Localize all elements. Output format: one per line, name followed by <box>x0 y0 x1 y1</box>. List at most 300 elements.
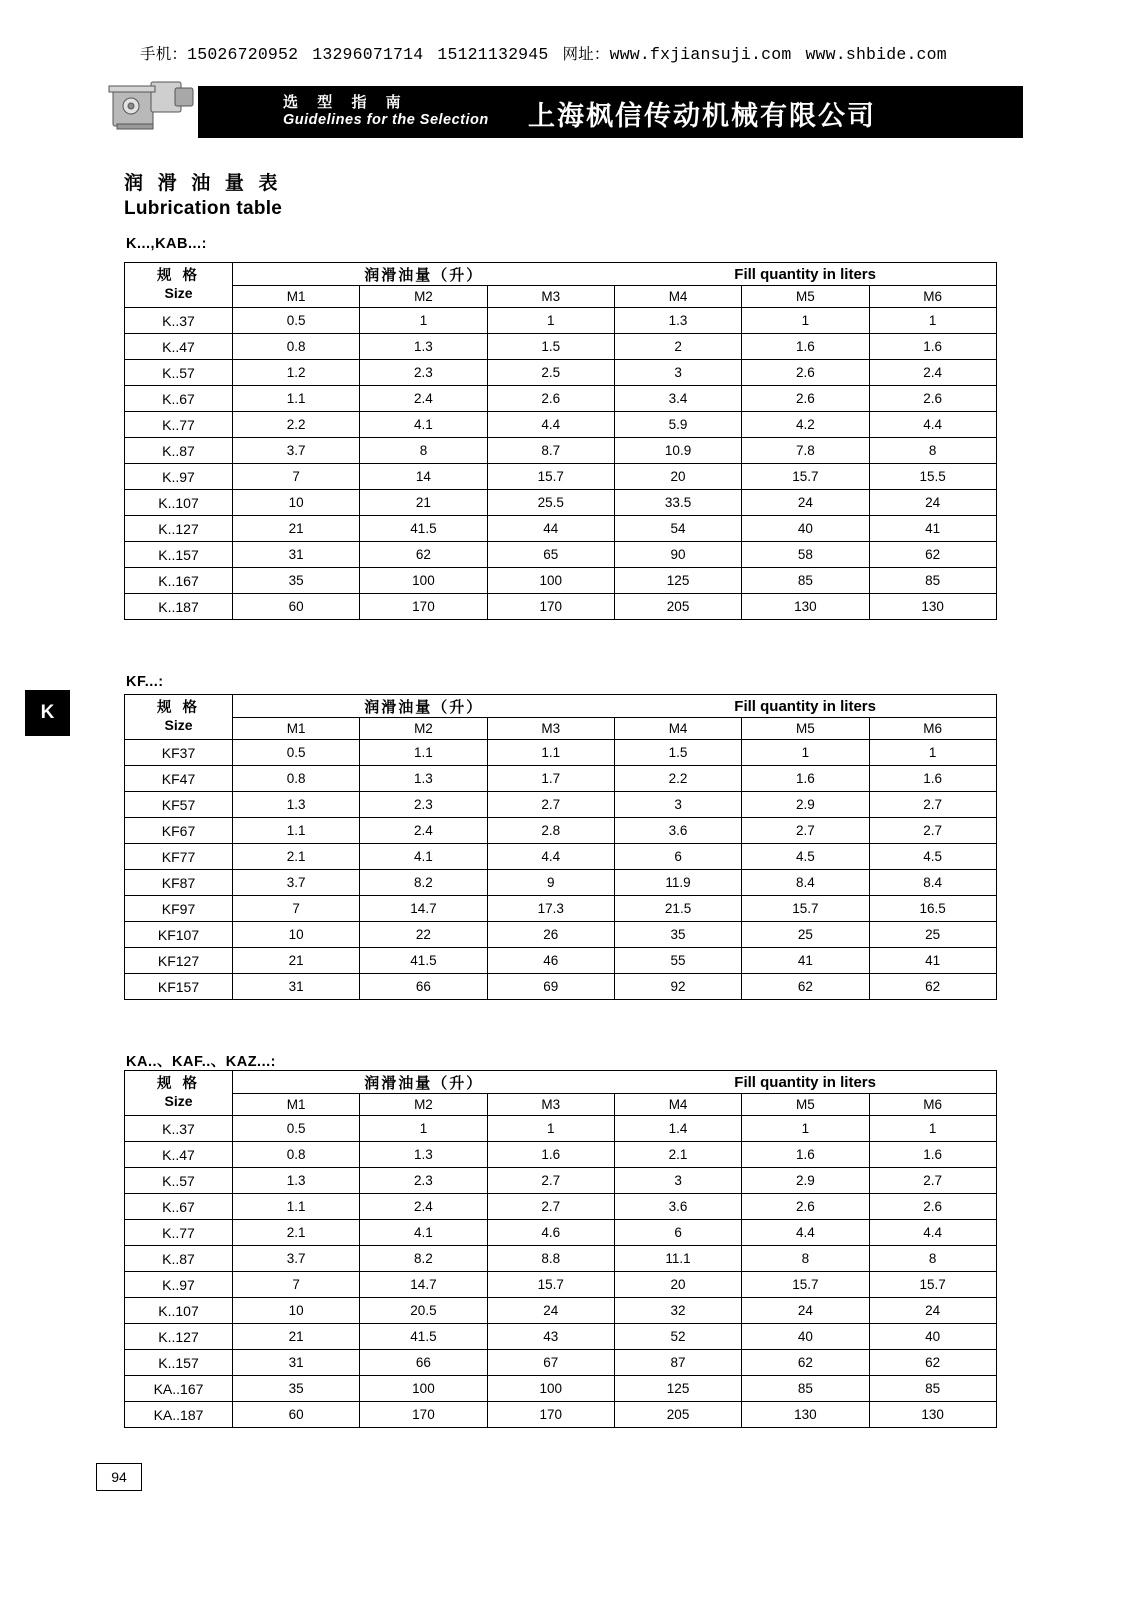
cell-value: 43 <box>487 1324 614 1350</box>
cell-value: 2.4 <box>360 386 487 412</box>
cell-value: 20 <box>614 1272 741 1298</box>
cell-value: 3 <box>614 360 741 386</box>
cell-value: 6 <box>614 844 741 870</box>
cell-value: 3.7 <box>233 438 360 464</box>
header-mounting-m5: M5 <box>742 718 869 740</box>
lubrication-table-1 <box>124 262 997 620</box>
cell-value: 60 <box>233 594 360 620</box>
cell-value: 41 <box>869 516 996 542</box>
cell-value: 3.6 <box>614 1194 741 1220</box>
cell-size: K..47 <box>125 1142 233 1168</box>
cell-value: 32 <box>614 1298 741 1324</box>
cell-size: KF37 <box>125 740 233 766</box>
header-mounting-m3: M3 <box>487 1094 614 1116</box>
cell-value: 24 <box>487 1298 614 1324</box>
cell-value: 2.9 <box>742 1168 869 1194</box>
header-size: 规 格 Size <box>125 695 233 740</box>
cell-value: 1.3 <box>360 334 487 360</box>
table-row <box>125 594 997 620</box>
header-mounting-m2: M2 <box>360 1094 487 1116</box>
table-row <box>125 766 997 792</box>
cell-value: 24 <box>742 1298 869 1324</box>
cell-value: 14 <box>360 464 487 490</box>
cell-value: 17.3 <box>487 896 614 922</box>
table-row <box>125 1246 997 1272</box>
cell-size: KF127 <box>125 948 233 974</box>
cell-value: 0.5 <box>233 1116 360 1142</box>
phone-3: 15121132945 <box>437 45 549 64</box>
cell-value: 62 <box>869 974 996 1000</box>
table-row <box>125 490 997 516</box>
cell-size: K..77 <box>125 1220 233 1246</box>
cell-value: 60 <box>233 1402 360 1428</box>
header-size: 规 格 Size <box>125 263 233 308</box>
cell-value: 1 <box>742 308 869 334</box>
cell-value: 2.6 <box>742 1194 869 1220</box>
cell-value: 2.7 <box>742 818 869 844</box>
table-row <box>125 360 997 386</box>
cell-value: 1 <box>742 1116 869 1142</box>
cell-value: 8 <box>869 1246 996 1272</box>
cell-value: 85 <box>869 568 996 594</box>
cell-value: 2.1 <box>233 1220 360 1246</box>
cell-value: 8 <box>869 438 996 464</box>
cell-size: K..187 <box>125 594 233 620</box>
table-row <box>125 516 997 542</box>
cell-size: K..157 <box>125 1350 233 1376</box>
cell-value: 2.4 <box>360 1194 487 1220</box>
cell-value: 1 <box>869 1116 996 1142</box>
cell-value: 31 <box>233 542 360 568</box>
cell-value: 3.7 <box>233 870 360 896</box>
cell-size: K..87 <box>125 438 233 464</box>
cell-size: K..107 <box>125 1298 233 1324</box>
section-tab-k: K <box>25 690 70 736</box>
cell-value: 40 <box>869 1324 996 1350</box>
website-1: www.fxjiansuji.com <box>609 45 792 64</box>
cell-value: 40 <box>742 516 869 542</box>
cell-value: 2.1 <box>233 844 360 870</box>
cell-size: KF107 <box>125 922 233 948</box>
cell-value: 62 <box>360 542 487 568</box>
cell-value: 10 <box>233 490 360 516</box>
cell-value: 62 <box>742 974 869 1000</box>
cell-value: 1 <box>869 740 996 766</box>
cell-value: 7.8 <box>742 438 869 464</box>
cell-value: 8.4 <box>742 870 869 896</box>
table-row <box>125 1376 997 1402</box>
table-row <box>125 1298 997 1324</box>
cell-value: 3.4 <box>614 386 741 412</box>
cell-value: 85 <box>869 1376 996 1402</box>
cell-value: 2.7 <box>487 792 614 818</box>
cell-size: KF77 <box>125 844 233 870</box>
cell-value: 25 <box>742 922 869 948</box>
website-2: www.shbide.com <box>805 45 947 64</box>
header-quantity-en: Fill quantity in liters <box>614 263 996 286</box>
phone-2: 13296071714 <box>312 45 424 64</box>
header-mounting-m6: M6 <box>869 718 996 740</box>
cell-value: 33.5 <box>614 490 741 516</box>
cell-value: 2.3 <box>360 360 487 386</box>
header-mounting-m3: M3 <box>487 718 614 740</box>
cell-size: KF157 <box>125 974 233 1000</box>
cell-size: K..57 <box>125 360 233 386</box>
cell-value: 100 <box>487 1376 614 1402</box>
cell-value: 52 <box>614 1324 741 1350</box>
cell-value: 100 <box>360 1376 487 1402</box>
cell-value: 0.5 <box>233 308 360 334</box>
cell-value: 2.7 <box>487 1194 614 1220</box>
cell-value: 3 <box>614 792 741 818</box>
cell-value: 1 <box>742 740 869 766</box>
cell-value: 130 <box>742 594 869 620</box>
cell-value: 0.8 <box>233 766 360 792</box>
cell-value: 2.4 <box>869 360 996 386</box>
cell-value: 90 <box>614 542 741 568</box>
table-row <box>125 740 997 766</box>
table-row <box>125 844 997 870</box>
table-row <box>125 1116 997 1142</box>
table-row <box>125 896 997 922</box>
cell-size: K..37 <box>125 1116 233 1142</box>
cell-value: 41.5 <box>360 516 487 542</box>
cell-value: 4.4 <box>487 412 614 438</box>
cell-value: 4.1 <box>360 412 487 438</box>
cell-value: 0.8 <box>233 1142 360 1168</box>
table-row <box>125 1142 997 1168</box>
cell-value: 1.3 <box>614 308 741 334</box>
cell-value: 1.6 <box>487 1142 614 1168</box>
table-row <box>125 1350 997 1376</box>
table-row <box>125 818 997 844</box>
cell-value: 46 <box>487 948 614 974</box>
cell-size: K..127 <box>125 516 233 542</box>
cell-size: K..97 <box>125 1272 233 1298</box>
table-row <box>125 1272 997 1298</box>
cell-value: 21 <box>233 1324 360 1350</box>
cell-value: 66 <box>360 974 487 1000</box>
table-row <box>125 974 997 1000</box>
cell-value: 31 <box>233 1350 360 1376</box>
cell-value: 16.5 <box>869 896 996 922</box>
cell-value: 44 <box>487 516 614 542</box>
cell-value: 15.7 <box>742 464 869 490</box>
cell-value: 130 <box>742 1402 869 1428</box>
cell-value: 24 <box>869 490 996 516</box>
cell-value: 1.6 <box>869 334 996 360</box>
cell-size: KF47 <box>125 766 233 792</box>
cell-value: 2.2 <box>614 766 741 792</box>
cell-value: 4.4 <box>487 844 614 870</box>
table-row <box>125 1168 997 1194</box>
cell-value: 8.2 <box>360 870 487 896</box>
header-mounting-m2: M2 <box>360 286 487 308</box>
cell-value: 58 <box>742 542 869 568</box>
cell-value: 85 <box>742 1376 869 1402</box>
cell-value: 31 <box>233 974 360 1000</box>
cell-value: 1.3 <box>360 1142 487 1168</box>
header-mounting-m4: M4 <box>614 718 741 740</box>
cell-size: K..167 <box>125 568 233 594</box>
lubrication-table-2 <box>124 694 997 1000</box>
cell-value: 35 <box>233 1376 360 1402</box>
cell-value: 1.2 <box>233 360 360 386</box>
cell-value: 1.1 <box>360 740 487 766</box>
table-row <box>125 412 997 438</box>
table-row <box>125 792 997 818</box>
cell-value: 1.3 <box>233 792 360 818</box>
cell-value: 9 <box>487 870 614 896</box>
cell-size: K..107 <box>125 490 233 516</box>
page-number: 94 <box>96 1463 142 1491</box>
cell-value: 66 <box>360 1350 487 1376</box>
cell-value: 8.2 <box>360 1246 487 1272</box>
cell-value: 1.3 <box>233 1168 360 1194</box>
cell-size: K..47 <box>125 334 233 360</box>
cell-value: 1.5 <box>487 334 614 360</box>
cell-value: 2.6 <box>869 1194 996 1220</box>
cell-size: K..77 <box>125 412 233 438</box>
cell-value: 1.4 <box>614 1116 741 1142</box>
cell-value: 69 <box>487 974 614 1000</box>
table-row <box>125 922 997 948</box>
cell-value: 2.6 <box>742 386 869 412</box>
table-row <box>125 438 997 464</box>
cell-value: 1 <box>869 308 996 334</box>
cell-value: 205 <box>614 1402 741 1428</box>
cell-size: KF67 <box>125 818 233 844</box>
header-quantity-en: Fill quantity in liters <box>614 695 996 718</box>
cell-value: 7 <box>233 896 360 922</box>
cell-value: 2.4 <box>360 818 487 844</box>
cell-value: 3.6 <box>614 818 741 844</box>
cell-value: 7 <box>233 1272 360 1298</box>
header-mounting-m1: M1 <box>233 286 360 308</box>
cell-value: 65 <box>487 542 614 568</box>
cell-value: 2.2 <box>233 412 360 438</box>
gearbox-icon <box>105 74 205 136</box>
cell-value: 2.9 <box>742 792 869 818</box>
cell-value: 21 <box>233 516 360 542</box>
cell-value: 0.5 <box>233 740 360 766</box>
header-quantity-cn: 润滑油量（升） <box>233 263 615 286</box>
cell-value: 2.1 <box>614 1142 741 1168</box>
cell-value: 4.4 <box>869 1220 996 1246</box>
cell-value: 10.9 <box>614 438 741 464</box>
cell-value: 15.7 <box>869 1272 996 1298</box>
section-title-cn: 润 滑 油 量 表 <box>124 172 282 194</box>
table-label-3: KA..、KAF..、KAZ...: <box>126 1054 276 1070</box>
cell-value: 8.8 <box>487 1246 614 1272</box>
cell-value: 1.1 <box>487 740 614 766</box>
table-row <box>125 542 997 568</box>
cell-value: 1.1 <box>233 818 360 844</box>
cell-value: 4.5 <box>869 844 996 870</box>
table-row <box>125 308 997 334</box>
cell-value: 130 <box>869 594 996 620</box>
cell-size: K..67 <box>125 386 233 412</box>
header-mounting-m2: M2 <box>360 718 487 740</box>
cell-value: 41 <box>742 948 869 974</box>
cell-value: 2.7 <box>869 792 996 818</box>
header-quantity-cn: 润滑油量（升） <box>233 1071 615 1094</box>
cell-size: K..157 <box>125 542 233 568</box>
cell-value: 1.5 <box>614 740 741 766</box>
cell-size: KF57 <box>125 792 233 818</box>
header-mounting-m3: M3 <box>487 286 614 308</box>
cell-value: 1.1 <box>233 1194 360 1220</box>
cell-value: 41.5 <box>360 1324 487 1350</box>
table-label-2: KF...: <box>126 674 164 690</box>
header-quantity-cn: 润滑油量（升） <box>233 695 615 718</box>
cell-value: 2.6 <box>487 386 614 412</box>
cell-value: 4.5 <box>742 844 869 870</box>
cell-value: 15.5 <box>869 464 996 490</box>
cell-value: 2.3 <box>360 1168 487 1194</box>
company-name: 上海枫信传动机械有限公司 <box>528 101 876 132</box>
cell-value: 2.8 <box>487 818 614 844</box>
table-label-1: K...,KAB...: <box>126 236 207 252</box>
cell-value: 100 <box>487 568 614 594</box>
cell-value: 4.1 <box>360 844 487 870</box>
cell-value: 1 <box>487 1116 614 1142</box>
cell-value: 21 <box>233 948 360 974</box>
cell-value: 4.4 <box>742 1220 869 1246</box>
cell-value: 92 <box>614 974 741 1000</box>
header-mounting-m5: M5 <box>742 286 869 308</box>
table-row <box>125 1220 997 1246</box>
phone-1: 15026720952 <box>187 45 299 64</box>
table-row <box>125 1194 997 1220</box>
table-row <box>125 334 997 360</box>
cell-value: 1.7 <box>487 766 614 792</box>
cell-value: 2.7 <box>869 818 996 844</box>
cell-value: 5.9 <box>614 412 741 438</box>
cell-value: 20.5 <box>360 1298 487 1324</box>
cell-size: KF97 <box>125 896 233 922</box>
lubrication-table-3 <box>124 1070 997 1428</box>
table-row <box>125 568 997 594</box>
cell-value: 2 <box>614 334 741 360</box>
table-row <box>125 1324 997 1350</box>
header-mounting-m1: M1 <box>233 718 360 740</box>
cell-value: 1 <box>487 308 614 334</box>
cell-value: 1.6 <box>742 1142 869 1168</box>
cell-value: 85 <box>742 568 869 594</box>
table-row <box>125 386 997 412</box>
cell-value: 1.6 <box>869 1142 996 1168</box>
cell-value: 1.6 <box>869 766 996 792</box>
header-mounting-m4: M4 <box>614 1094 741 1116</box>
cell-value: 3 <box>614 1168 741 1194</box>
cell-value: 41.5 <box>360 948 487 974</box>
cell-value: 21.5 <box>614 896 741 922</box>
cell-value: 62 <box>869 1350 996 1376</box>
cell-value: 2.6 <box>869 386 996 412</box>
cell-value: 2.7 <box>487 1168 614 1194</box>
cell-value: 14.7 <box>360 896 487 922</box>
cell-value: 205 <box>614 594 741 620</box>
cell-value: 6 <box>614 1220 741 1246</box>
cell-value: 1 <box>360 308 487 334</box>
cell-value: 25 <box>869 922 996 948</box>
cell-value: 2.3 <box>360 792 487 818</box>
header-mounting-m5: M5 <box>742 1094 869 1116</box>
table-row <box>125 464 997 490</box>
table-row <box>125 870 997 896</box>
cell-value: 1.3 <box>360 766 487 792</box>
cell-size: KA..187 <box>125 1402 233 1428</box>
cell-value: 22 <box>360 922 487 948</box>
cell-value: 8 <box>360 438 487 464</box>
cell-value: 2.6 <box>742 360 869 386</box>
cell-value: 170 <box>360 1402 487 1428</box>
guide-title-cn: 选 型 指 南 <box>283 93 408 111</box>
header-mounting-m6: M6 <box>869 286 996 308</box>
cell-value: 170 <box>360 594 487 620</box>
cell-value: 11.1 <box>614 1246 741 1272</box>
cell-value: 8.7 <box>487 438 614 464</box>
cell-value: 7 <box>233 464 360 490</box>
cell-value: 125 <box>614 1376 741 1402</box>
cell-value: 15.7 <box>742 896 869 922</box>
cell-value: 10 <box>233 1298 360 1324</box>
cell-value: 4.1 <box>360 1220 487 1246</box>
header-mounting-m6: M6 <box>869 1094 996 1116</box>
website-label: 网址： <box>562 45 610 63</box>
phone-label: 手机： <box>140 45 188 63</box>
cell-size: K..37 <box>125 308 233 334</box>
cell-value: 24 <box>742 490 869 516</box>
cell-value: 1 <box>360 1116 487 1142</box>
header-mounting-m4: M4 <box>614 286 741 308</box>
cell-value: 87 <box>614 1350 741 1376</box>
header-quantity-en: Fill quantity in liters <box>614 1071 996 1094</box>
cell-size: K..97 <box>125 464 233 490</box>
cell-value: 4.4 <box>869 412 996 438</box>
cell-value: 125 <box>614 568 741 594</box>
cell-value: 41 <box>869 948 996 974</box>
cell-value: 8 <box>742 1246 869 1272</box>
cell-value: 26 <box>487 922 614 948</box>
cell-value: 3.7 <box>233 1246 360 1272</box>
cell-value: 35 <box>233 568 360 594</box>
cell-size: KF87 <box>125 870 233 896</box>
cell-value: 11.9 <box>614 870 741 896</box>
cell-value: 8.4 <box>869 870 996 896</box>
cell-value: 14.7 <box>360 1272 487 1298</box>
cell-value: 35 <box>614 922 741 948</box>
cell-value: 10 <box>233 922 360 948</box>
cell-value: 2.5 <box>487 360 614 386</box>
cell-value: 54 <box>614 516 741 542</box>
cell-value: 20 <box>614 464 741 490</box>
title-bar <box>198 86 1023 138</box>
guide-title-en: Guidelines for the Selection <box>283 112 489 128</box>
cell-value: 67 <box>487 1350 614 1376</box>
table-row <box>125 948 997 974</box>
cell-value: 170 <box>487 594 614 620</box>
cell-size: K..127 <box>125 1324 233 1350</box>
cell-value: 130 <box>869 1402 996 1428</box>
header-size: 规 格 Size <box>125 1071 233 1116</box>
cell-value: 21 <box>360 490 487 516</box>
cell-value: 62 <box>869 542 996 568</box>
cell-value: 25.5 <box>487 490 614 516</box>
cell-value: 15.7 <box>487 1272 614 1298</box>
cell-size: K..67 <box>125 1194 233 1220</box>
